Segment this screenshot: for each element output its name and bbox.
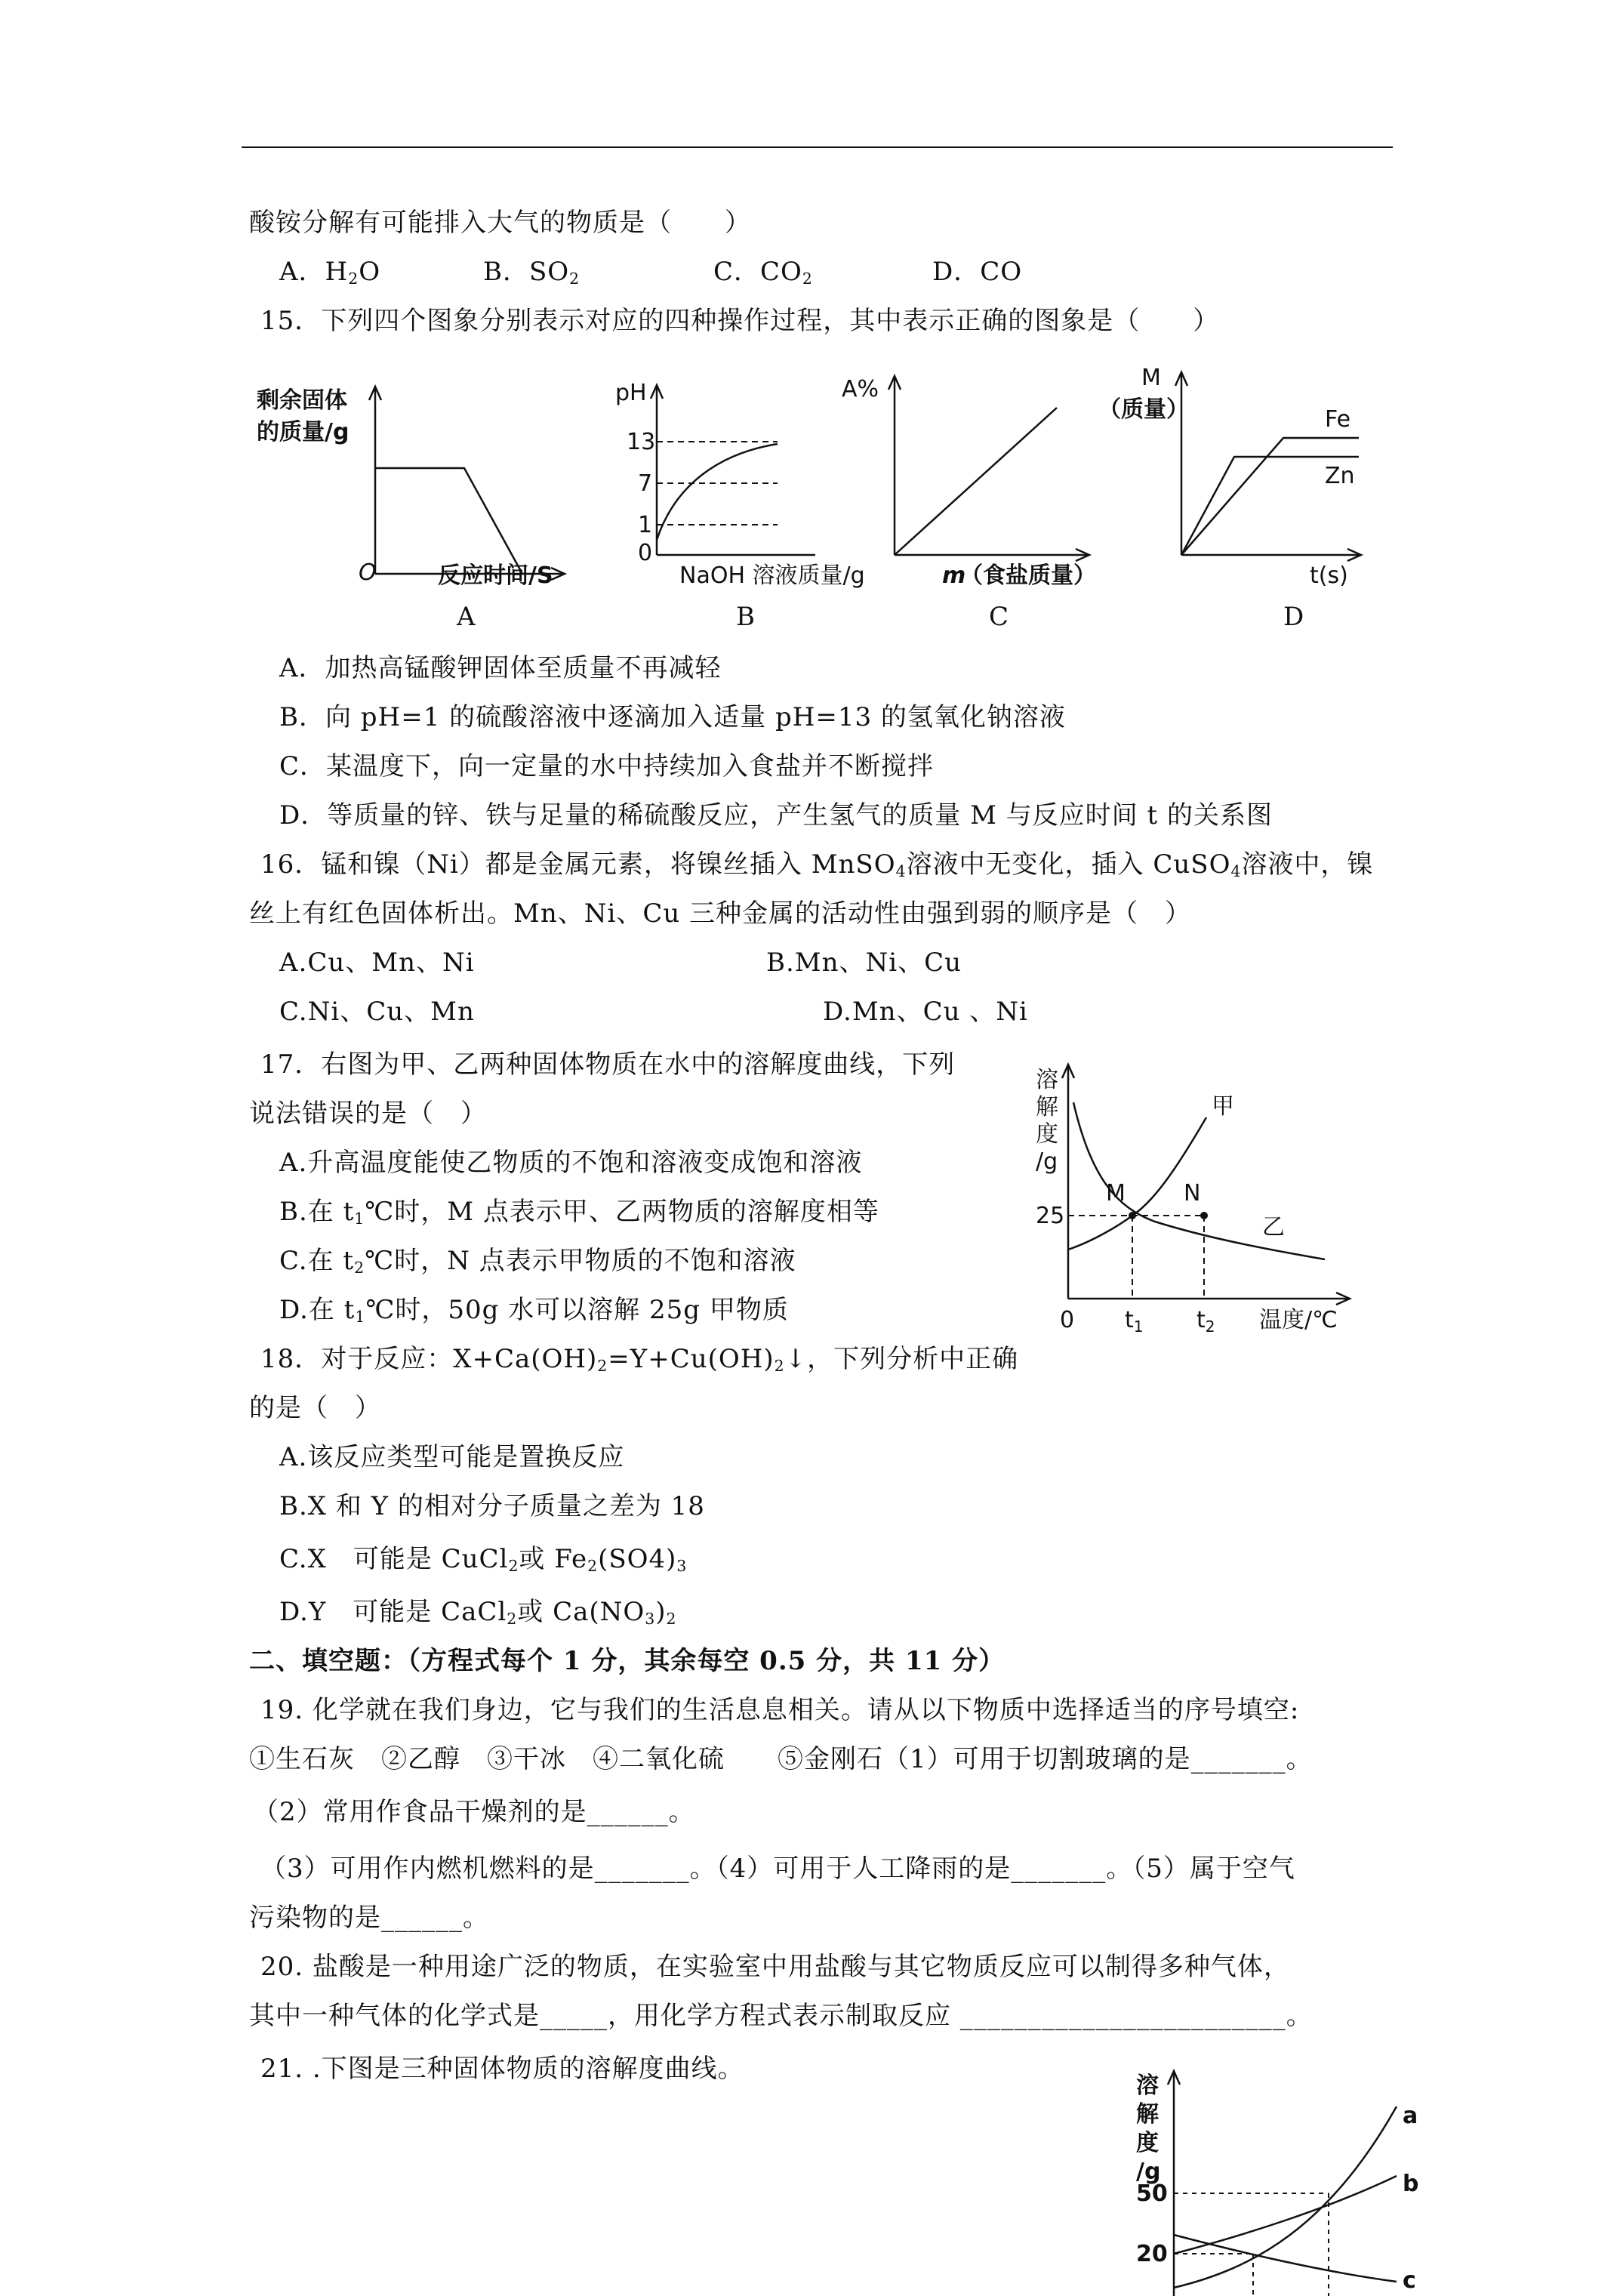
graph-a-xlabel: 反应时间/S bbox=[438, 562, 553, 589]
subscript: 4 bbox=[895, 862, 907, 881]
graph-d-series-fe: Fe bbox=[1325, 406, 1351, 433]
q17-figure-label-jia: 甲 bbox=[1212, 1093, 1234, 1120]
graph-b-ylabel: pH bbox=[615, 380, 647, 406]
q21-figure-ylabel-2: 解 bbox=[1136, 2101, 1159, 2128]
q17-figure-ylabel-2: 解 bbox=[1036, 1094, 1058, 1120]
q17-figure-xlabel: 温度/℃ bbox=[1259, 1307, 1338, 1333]
subscript: 2 bbox=[802, 270, 813, 288]
q17-figure-tick-t2: $t_2$ bbox=[1196, 1307, 1215, 1336]
q17-figure-origin: 0 bbox=[1060, 1307, 1075, 1333]
q15-option-c: C．某温度下，向一定量的水中持续加入食盐并不断搅拌 bbox=[279, 751, 935, 781]
q17-option-d: D.在 $t_1℃$时，50g 水可以溶解 25g 甲物质 bbox=[279, 1295, 789, 1327]
q16-option-b: B.Mn、Ni、Cu bbox=[766, 948, 962, 978]
q18-stem-line2: 的是（ ） bbox=[249, 1393, 381, 1423]
graph-c-xlabel-variable: m bbox=[942, 562, 966, 589]
subscript: 2 bbox=[354, 1259, 365, 1277]
q17-figure-point-n-dot bbox=[1200, 1212, 1208, 1219]
q17-figure-guides bbox=[1068, 1216, 1204, 1299]
graph-d-ylabel-line1: M bbox=[1141, 365, 1161, 391]
subscript: 3 bbox=[645, 1610, 656, 1629]
q17-stem-line1: 17．右图为甲、乙两种固体物质在水中的溶解度曲线，下列 bbox=[260, 1049, 956, 1080]
q16-option-a: A.Cu、Mn、Ni bbox=[279, 948, 475, 978]
graph-b-xlabel: NaOH 溶液质量/g bbox=[679, 562, 865, 589]
graph-b-tick-0: 0 bbox=[638, 540, 653, 566]
q14-stem: 酸铵分解有可能排入大气的物质是（ ） bbox=[249, 208, 751, 238]
subscript: 1 bbox=[355, 1308, 366, 1327]
graph-a-origin: O bbox=[359, 559, 377, 586]
subscript: 3 bbox=[676, 1557, 688, 1576]
q17-figure-label-yi: 乙 bbox=[1262, 1214, 1285, 1240]
q18-stem-line1: 18．对于反应：$X+Ca(OH)_2=Y+Cu(OH)_2↓$，下列分析中正确 bbox=[260, 1344, 1019, 1376]
q14-option-d: D．CO bbox=[932, 257, 1023, 287]
q17-figure-ylabel-3: 度 bbox=[1036, 1121, 1058, 1148]
graph-a-caption: A bbox=[457, 602, 476, 632]
q17-figure-tick-25: 25 bbox=[1036, 1203, 1065, 1229]
q17-option-c: C.在 $t_2℃$时，N 点表示甲物质的不饱和溶液 bbox=[279, 1246, 796, 1277]
q19-line5: 污染物的是______。 bbox=[249, 1903, 489, 1933]
graph-b-tick-13: 13 bbox=[627, 429, 656, 455]
q21-figure-ylabel-1: 溶 bbox=[1136, 2073, 1159, 2099]
graph-b-reference-lines bbox=[657, 442, 778, 525]
subscript: 2 bbox=[774, 1357, 785, 1376]
q21-figure-series-c: c bbox=[1403, 2267, 1416, 2294]
q20-line1: 20. 盐酸是一种用途广泛的物质，在实验室中用盐酸与其它物质反应可以制得多种气体， bbox=[260, 1952, 1290, 1982]
q16-stem-line1: 16．锰和镍（Ni）都是金属元素，将镍丝插入 MnSO$_4$溶液中无变化，插入 CuSO$_4$溶液中，镍 bbox=[260, 849, 1374, 881]
graph-b-tick-1: 1 bbox=[638, 512, 653, 538]
q19-line1: 19. 化学就在我们身边，它与我们的生活息息相关。请从以下物质中选择适当的序号填空: bbox=[260, 1695, 1300, 1725]
subscript: 2 bbox=[666, 1610, 677, 1629]
q17-figure-point-n: N bbox=[1184, 1180, 1201, 1207]
q21-figure-tick-20: 20 bbox=[1136, 2241, 1168, 2267]
graph-d-ylabel-line2: （质量） bbox=[1098, 396, 1189, 423]
q21-figure-series-a: a bbox=[1403, 2103, 1418, 2129]
q17-option-b: B.在 $t_1℃$时，M 点表示甲、乙两物质的溶解度相等 bbox=[279, 1197, 879, 1228]
q16-option-c: C.Ni、Cu、Mn bbox=[279, 997, 475, 1027]
q17-figure-point-m: M bbox=[1106, 1180, 1126, 1207]
q19-line3: （2）常用作食品干燥剂的是______。 bbox=[253, 1797, 695, 1827]
subscript: 2 bbox=[348, 270, 359, 288]
graph-a-ylabel-line1: 剩余固体 bbox=[257, 387, 347, 414]
q14-option-b: B．$SO_2$ bbox=[483, 257, 581, 288]
q21-figure-ylabel-3: 度 bbox=[1136, 2130, 1159, 2156]
q18-option-b: B.X 和 Y 的相对分子质量之差为 18 bbox=[279, 1491, 705, 1521]
q18-option-c: C.X 可能是 CuCl$_2$或 $Fe_2(SO4)_3$ bbox=[279, 1544, 688, 1576]
subscript: 4 bbox=[1230, 862, 1242, 881]
graph-b-caption: B bbox=[736, 602, 755, 632]
q17-stem-line2: 说法错误的是（ ） bbox=[249, 1099, 487, 1129]
graph-a-ylabel-line2: 的质量/g bbox=[257, 419, 350, 445]
q18-option-d: D.Y 可能是 CaCl$_2$或 $Ca(NO_3)_2$ bbox=[279, 1597, 677, 1629]
graph-d-series-zn: Zn bbox=[1325, 463, 1355, 489]
graph-b-axes bbox=[651, 385, 815, 555]
q15-option-d: D．等质量的锌、铁与足量的稀硫酸反应，产生氢气的质量 M 与反应时间 t 的关系图 bbox=[279, 800, 1273, 831]
q21-figure-ylabel-4: /g bbox=[1136, 2159, 1161, 2185]
q17-figure-ylabel-1: 溶 bbox=[1036, 1067, 1058, 1093]
q15-option-a: A．加热高锰酸钾固体至质量不再减轻 bbox=[279, 653, 722, 683]
graph-a-curve bbox=[375, 468, 522, 574]
subscript: 2 bbox=[569, 270, 581, 288]
subscript: 2 bbox=[587, 1557, 599, 1576]
graph-b-curve bbox=[657, 444, 778, 540]
graph-b-tick-7: 7 bbox=[638, 470, 653, 497]
graph-d-xlabel: t(s) bbox=[1310, 562, 1348, 589]
q21-stem: 21. .下图是三种固体物质的溶解度曲线。 bbox=[260, 2054, 744, 2084]
graph-d-fe-line bbox=[1181, 438, 1359, 555]
graph-c-curve bbox=[895, 408, 1057, 555]
q21-figure-axes bbox=[1168, 2071, 1180, 2296]
graph-c-caption: C bbox=[989, 602, 1009, 632]
q21-figure-series-b: b bbox=[1403, 2171, 1419, 2197]
section-heading-fill-in: 二、填空题：（方程式每个 1 分，其余每空 0.5 分，共 11 分） bbox=[249, 1646, 1006, 1676]
graph-c-xlabel: （食盐质量） bbox=[960, 562, 1096, 589]
q20-line2: 其中一种气体的化学式是_____，用化学方程式表示制取反应 ________________________。 bbox=[249, 2001, 1313, 2031]
q21-curve-c bbox=[1174, 2235, 1397, 2282]
subscript: 2 bbox=[597, 1357, 608, 1376]
q14-option-c: C．$CO_2$ bbox=[713, 257, 813, 288]
q17-figure-point-m-dot bbox=[1129, 1212, 1136, 1219]
q16-stem-line2: 丝上有红色固体析出。Mn、Ni、Cu 三种金属的活动性由强到弱的顺序是（ ） bbox=[249, 898, 1192, 929]
q21-figure-tick-50: 50 bbox=[1136, 2180, 1168, 2207]
q15-option-b: B．向 pH=1 的硫酸溶液中逐滴加入适量 pH=13 的氢氧化钠溶液 bbox=[279, 702, 1066, 732]
graph-a-axes bbox=[369, 387, 565, 580]
q16-option-d: D.Mn、Cu 、Ni bbox=[823, 997, 1028, 1027]
q18-option-a: A.该反应类型可能是置换反应 bbox=[279, 1442, 625, 1472]
q17-figure-ylabel-4: /g bbox=[1036, 1148, 1058, 1175]
q19-line4: （3）可用作内燃机燃料的是_______。（4）可用于人工降雨的是_______。（5）属于空气 bbox=[260, 1854, 1295, 1884]
q21-curve-a bbox=[1174, 2106, 1397, 2288]
q21-curve-b bbox=[1174, 2176, 1397, 2254]
graph-d-caption: D bbox=[1283, 602, 1304, 632]
q17-figure-tick-t1: $t_1$ bbox=[1125, 1307, 1144, 1336]
q17-option-a: A.升高温度能使乙物质的不饱和溶液变成饱和溶液 bbox=[279, 1148, 863, 1178]
subscript: 2 bbox=[507, 1610, 518, 1629]
q19-line2: ①生石灰 ②乙醇 ③干冰 ④二氧化硫 ⑤金刚石（1）可用于切割玻璃的是_______。 bbox=[249, 1744, 1313, 1774]
graph-c-ylabel: A% bbox=[842, 376, 879, 402]
q14-option-a: A．$H_2O$ bbox=[279, 257, 381, 288]
subscript: 2 bbox=[508, 1557, 519, 1576]
subscript: 1 bbox=[354, 1210, 365, 1228]
q15-stem: 15．下列四个图象分别表示对应的四种操作过程，其中表示正确的图象是（ ） bbox=[260, 306, 1220, 336]
